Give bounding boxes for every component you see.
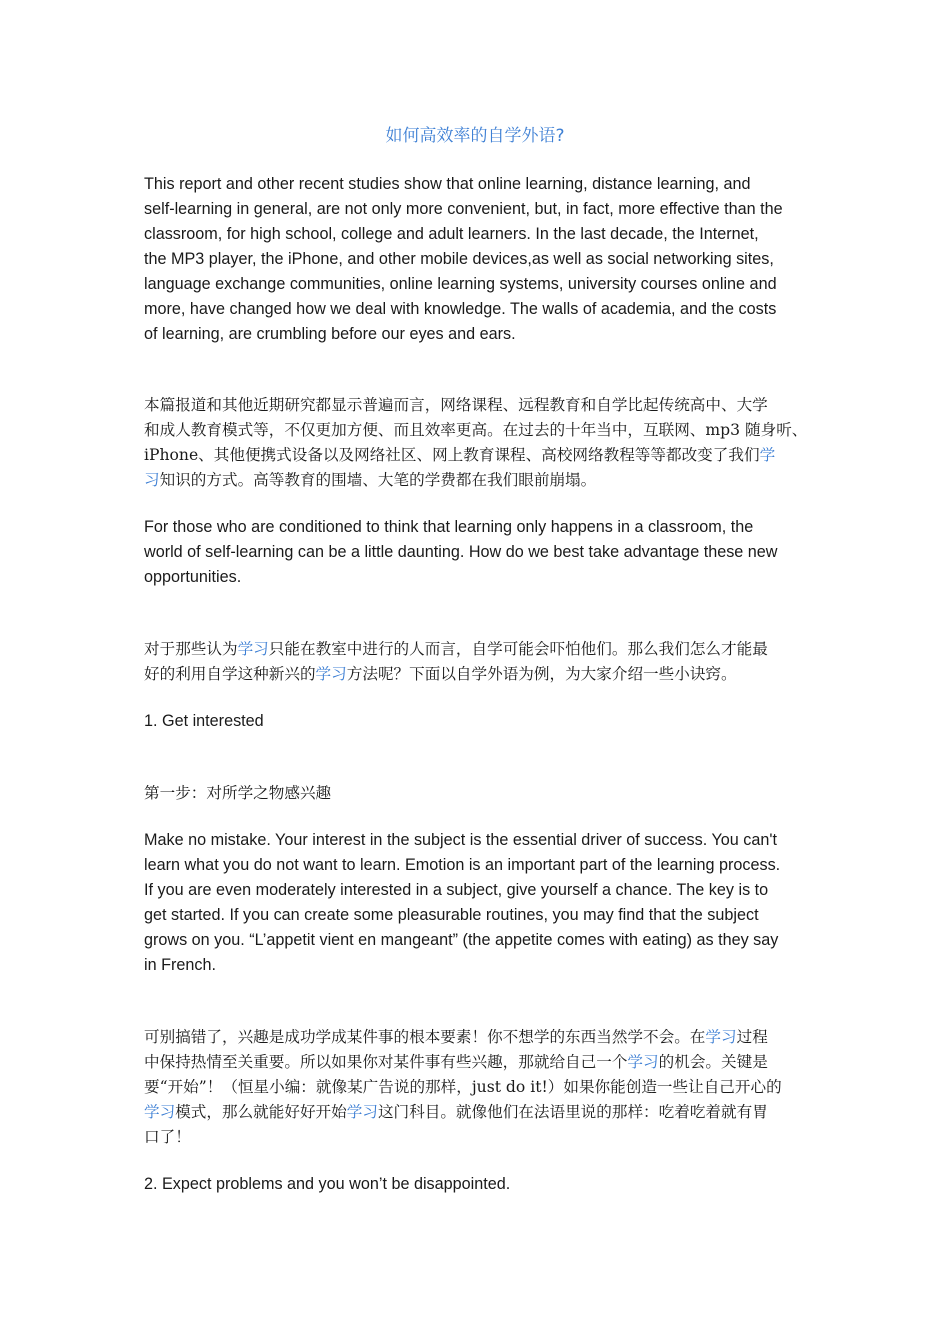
chinese-paragraph	[144, 1025, 812, 1150]
paragraph-line: Make no mistake. Your interest in the subject is the essential driver of success. You can't	[144, 831, 777, 849]
text-segment: 本篇报道和其他近期研究都显示普遍而言，网络课程、远程教育和自学比起传统高中、大学	[144, 396, 768, 414]
text-segment: 可别搞错了，兴趣是成功学成某件事的根本要素！你不想学的东西当然学不会。在	[144, 1028, 706, 1046]
paragraph-line: self-learning in general, are not only more convenient, but, in fact, more effective than the	[144, 200, 783, 218]
text-segment: 只能在教室中进行的人而言，自学可能会吓怕他们。那么我们怎么才能最	[268, 640, 768, 658]
highlighted-term: 学习	[315, 665, 347, 683]
english-paragraph	[144, 1172, 812, 1197]
english-paragraph	[144, 709, 812, 734]
english-paragraph	[144, 828, 812, 978]
paragraph-line: more, have changed how we deal with knowledge. The walls of academia, and the costs	[144, 300, 777, 318]
highlighted-term: 学习	[627, 1053, 659, 1071]
text-segment: 对于那些认为	[144, 640, 238, 658]
highlighted-term: 学习	[705, 1028, 737, 1046]
text-segment: 中保持热情至关重要。所以如果你对某件事有些兴趣，那就给自己一个	[144, 1053, 628, 1071]
paragraph-line: language exchange communities, online learning systems, university courses online and	[144, 275, 777, 293]
highlighted-term: 学习	[144, 1103, 176, 1121]
paragraph-line	[144, 1050, 812, 1075]
paragraph-line: in French.	[144, 956, 216, 974]
paragraph-line: This report and other recent studies show that online learning, distance learning, and	[144, 175, 751, 193]
paragraph-line	[144, 662, 812, 687]
paragraph-line: the MP3 player, the iPhone, and other mobile devices,as well as social networking sites,	[144, 250, 774, 268]
text-segment: 过程	[736, 1028, 768, 1046]
paragraph-line	[144, 418, 812, 443]
highlighted-term: 习	[144, 471, 160, 489]
paragraph-line: world of self-learning can be a little daunting. How do we best take advantage these new	[144, 543, 778, 561]
paragraph-line	[144, 1100, 812, 1125]
paragraph-line	[144, 637, 812, 662]
text-segment: 要“开始”！（恒星小编：就像某广告说的那样，just do it!）如果你能创造一些让自己开心的	[144, 1078, 782, 1096]
chinese-paragraph	[144, 637, 812, 687]
paragraph-line: For those who are conditioned to think that learning only happens in a classroom, the	[144, 518, 754, 536]
document-title: 如何高效率的自学外语?	[385, 126, 565, 146]
text-segment: iPhone、其他便携式设备以及网络社区、网上教育课程、高校网络教程等等都改变了我们	[144, 446, 760, 464]
highlighted-term: 学习	[237, 640, 269, 658]
paragraph-line	[144, 468, 812, 493]
paragraph-line: learn what you do not want to learn. Emotion is an important part of the learning process.	[144, 856, 781, 874]
text-segment: 和成人教育模式等，不仅更加方便、而且效率更高。在过去的十年当中，互联网、mp3 随身听、	[144, 421, 808, 439]
paragraph-line: 1. Get interested	[144, 712, 264, 730]
paragraph-line: get started. If you can create some pleasurable routines, you may find that the subject	[144, 906, 759, 924]
paragraph-line	[144, 443, 812, 468]
paragraph-line: opportunities.	[144, 568, 242, 586]
paragraph-line: If you are even moderately interested in a subject, give yourself a chance. The key is to	[144, 881, 769, 899]
paragraph-line	[144, 1075, 812, 1100]
text-segment: 口了！	[144, 1128, 191, 1146]
paragraph-line: grows on you. “L’appetit vient en mangeant” (the appetite comes with eating) as they say	[144, 931, 779, 949]
text-segment: 好的利用自学这种新兴的	[144, 665, 316, 683]
english-paragraph	[144, 172, 812, 347]
paragraph-line: 2. Expect problems and you won’t be disappointed.	[144, 1175, 511, 1193]
text-segment: 第一步：对所学之物感兴趣	[144, 784, 332, 802]
paragraph-line: of learning, are crumbling before our eyes and ears.	[144, 325, 516, 343]
text-segment: 模式，那么就能好好开始	[175, 1103, 347, 1121]
paragraph-line	[144, 1125, 812, 1150]
highlighted-term: 学	[759, 446, 776, 464]
text-segment: 知识的方式。高等教育的围墙、大笔的学费都在我们眼前崩塌。	[159, 471, 597, 489]
text-segment: 方法呢？下面以自学外语为例，为大家介绍一些小诀窍。	[346, 665, 737, 683]
chinese-paragraph	[144, 393, 812, 493]
text-segment: 的机会。关键是	[658, 1053, 768, 1071]
paragraph-line	[144, 781, 812, 806]
highlighted-term: 学习	[346, 1103, 378, 1121]
chinese-paragraph	[144, 781, 812, 806]
paragraph-line	[144, 393, 812, 418]
english-paragraph	[144, 515, 812, 590]
paragraph-line: classroom, for high school, college and adult learners. In the last decade, the Internet,	[144, 225, 759, 243]
text-segment: 这门科目。就像他们在法语里说的那样：吃着吃着就有胃	[377, 1103, 768, 1121]
paragraph-line	[144, 1025, 812, 1050]
